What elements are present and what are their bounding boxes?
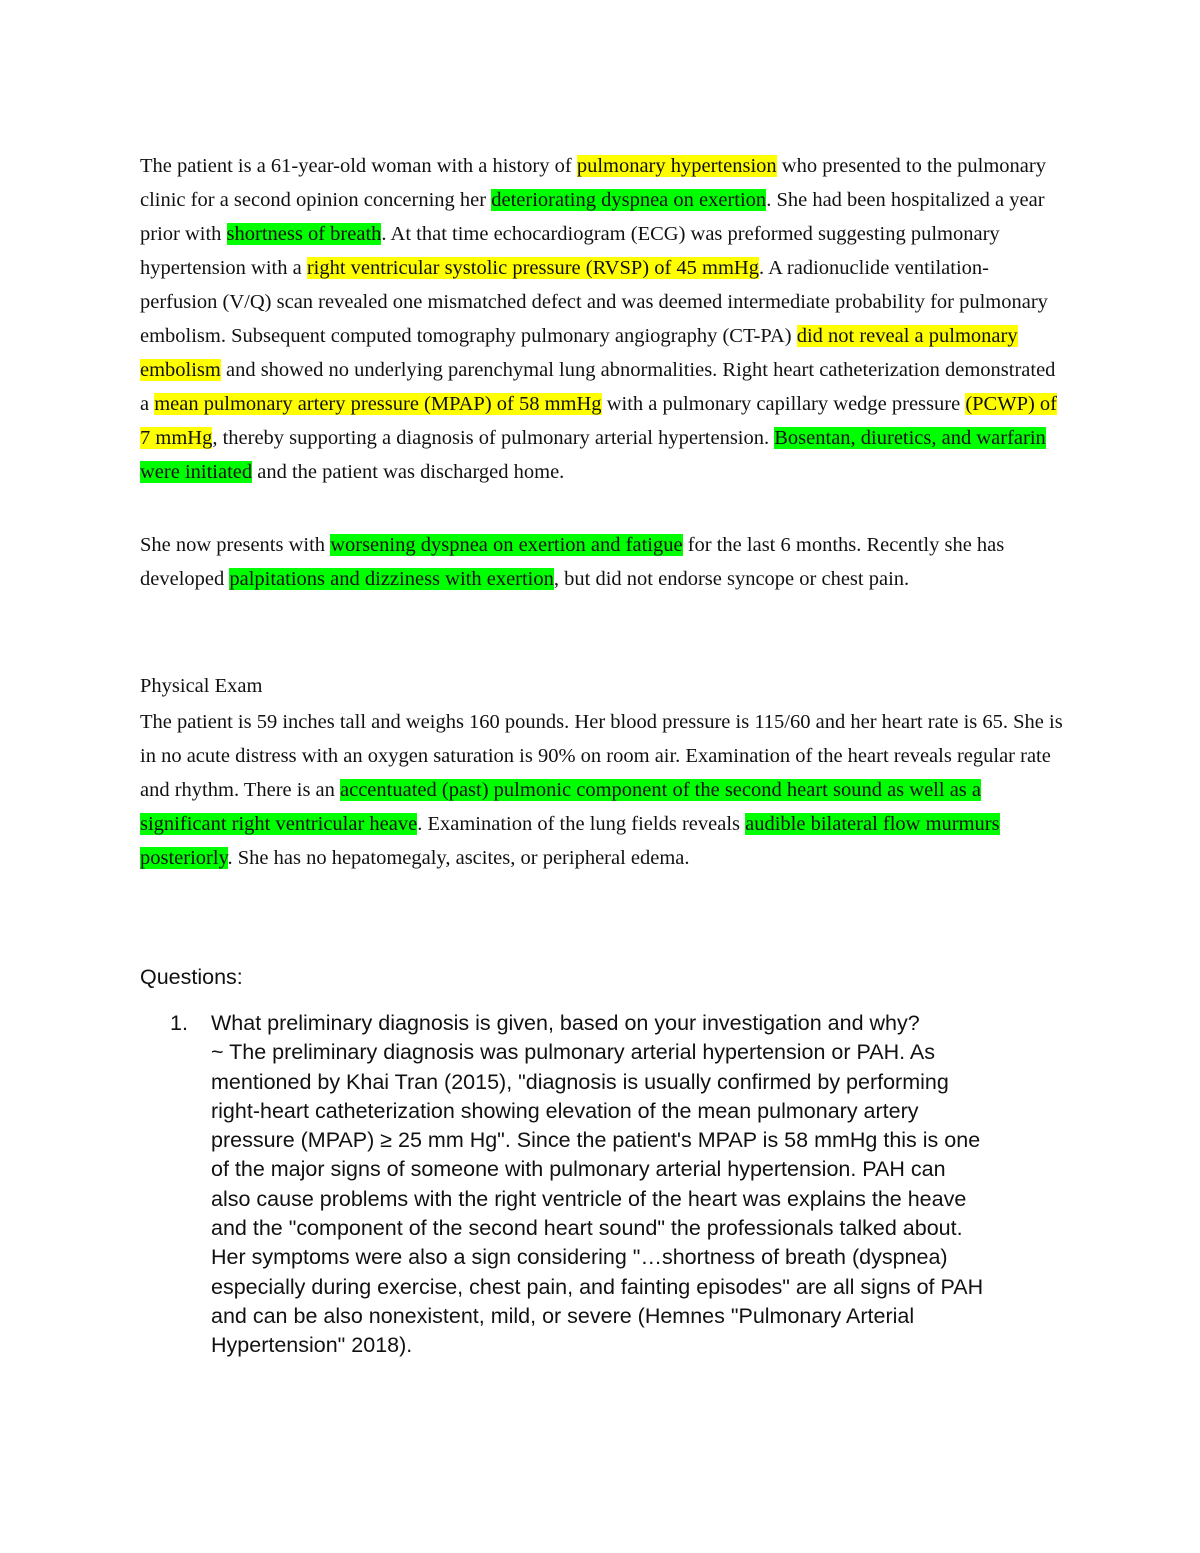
text: The patient is a 61-year-old woman with a history of — [140, 155, 577, 177]
highlight-green: shortness of breath — [226, 223, 382, 245]
text: and the patient was discharged home. — [252, 461, 565, 483]
answer-line: also cause problems with the right ventricle of the heart was explains the heave — [211, 1186, 967, 1211]
highlight-yellow: mean pulmonary artery pressure (MPAP) of 58 mmHg — [154, 393, 602, 415]
highlight-green: worsening dyspnea on exertion and fatigue — [330, 534, 683, 556]
physical-exam-heading: Physical Exam — [140, 675, 263, 697]
text: . A radionuclide ventilation-perfusion (V/Q) scan revealed one mismatched defect and was deemed intermediate probability for pulmonary embolism. Subsequent computed tomography pulmonary angiography (CT-PA) — [140, 257, 1048, 347]
answer-line: pressure (MPAP) ≥ 25 mm Hg". Since the patient's MPAP is 58 mmHg this is one — [211, 1128, 981, 1153]
text: . At that time echocardiogram (ECG) was preformed suggesting pulmonary hypertension with a — [140, 223, 1000, 279]
answer-line: ~ The preliminary diagnosis was pulmonary arterial hypertension or PAH. As — [211, 1040, 935, 1065]
answer-line: Hypertension" 2018). — [211, 1333, 413, 1358]
text: , thereby supporting a diagnosis of pulmonary arterial hypertension. — [212, 427, 775, 449]
highlight-green: Bosentan, diuretics, and warfarin were initiated — [140, 427, 1046, 483]
text: The patient is 59 inches tall and weighs 160 pounds. Her blood pressure is 115/60 and her heart rate is 65. She is in no acute distress with an oxygen saturation is 90% on room air. Examination of the heart reveals regular rate and rhythm. There is an — [140, 711, 1063, 801]
highlight-green: palpitations and dizziness with exertion — [229, 568, 554, 590]
case-paragraph-history — [140, 149, 1065, 489]
highlight-yellow: right ventricular systolic pressure (RVSP) of 45 mmHg — [306, 257, 759, 279]
highlight-yellow: pulmonary hypertension — [576, 155, 777, 177]
highlight-green: accentuated (past) pulmonic component of the second heart sound as well as a significant right ventricular heave — [140, 779, 981, 835]
answer-line: of the major signs of someone with pulmonary arterial hypertension. PAH can — [211, 1157, 946, 1182]
text: . Examination of the lung fields reveals — [417, 813, 746, 835]
highlight-green: audible bilateral flow murmurs posteriorly — [140, 813, 1000, 869]
highlight-yellow: did not reveal a pulmonary embolism — [140, 325, 1018, 381]
text: . She has no hepatomegaly, ascites, or peripheral edema. — [227, 847, 690, 869]
text: She now presents with — [140, 534, 331, 556]
answer-line: What preliminary diagnosis is given, based on your investigation and why? — [211, 1011, 920, 1035]
text: with a pulmonary capillary wedge pressure — [601, 393, 966, 415]
question-answer — [211, 1009, 1066, 1361]
physical-exam-paragraph — [140, 705, 1065, 875]
answer-line: and the "component of the second heart sound" the professionals talked about. — [211, 1216, 963, 1241]
text: for the last 6 months. Recently she has developed — [140, 534, 1005, 590]
answer-line: especially during exercise, chest pain, and fainting episodes" are all signs of PAH — [211, 1274, 984, 1299]
text: , but did not endorse syncope or chest pain. — [553, 568, 910, 590]
answer-line: right-heart catheterization showing elevation of the mean pulmonary artery — [211, 1098, 919, 1123]
text: and showed no underlying parenchymal lung abnormalities. Right heart catheterization demonstrated a — [140, 359, 1056, 415]
case-paragraph-presentation — [140, 528, 1065, 596]
question-number: 1. — [170, 1011, 188, 1035]
highlight-green: deteriorating dyspnea on exertion — [491, 189, 767, 211]
answer-line: Her symptoms were also a sign considering "…shortness of breath (dyspnea) — [211, 1245, 948, 1270]
text: . She had been hospitalized a year prior with — [140, 189, 1045, 245]
questions-heading: Questions: — [140, 965, 243, 989]
highlight-yellow: (PCWP) of 7 mmHg — [140, 393, 1058, 449]
answer-line: mentioned by Khai Tran (2015), "diagnosis is usually confirmed by performing — [211, 1069, 949, 1094]
answer-line: and can be also nonexistent, mild, or severe (Hemnes "Pulmonary Arterial — [211, 1303, 915, 1328]
text: who presented to the pulmonary clinic for a second opinion concerning her — [140, 155, 1046, 211]
